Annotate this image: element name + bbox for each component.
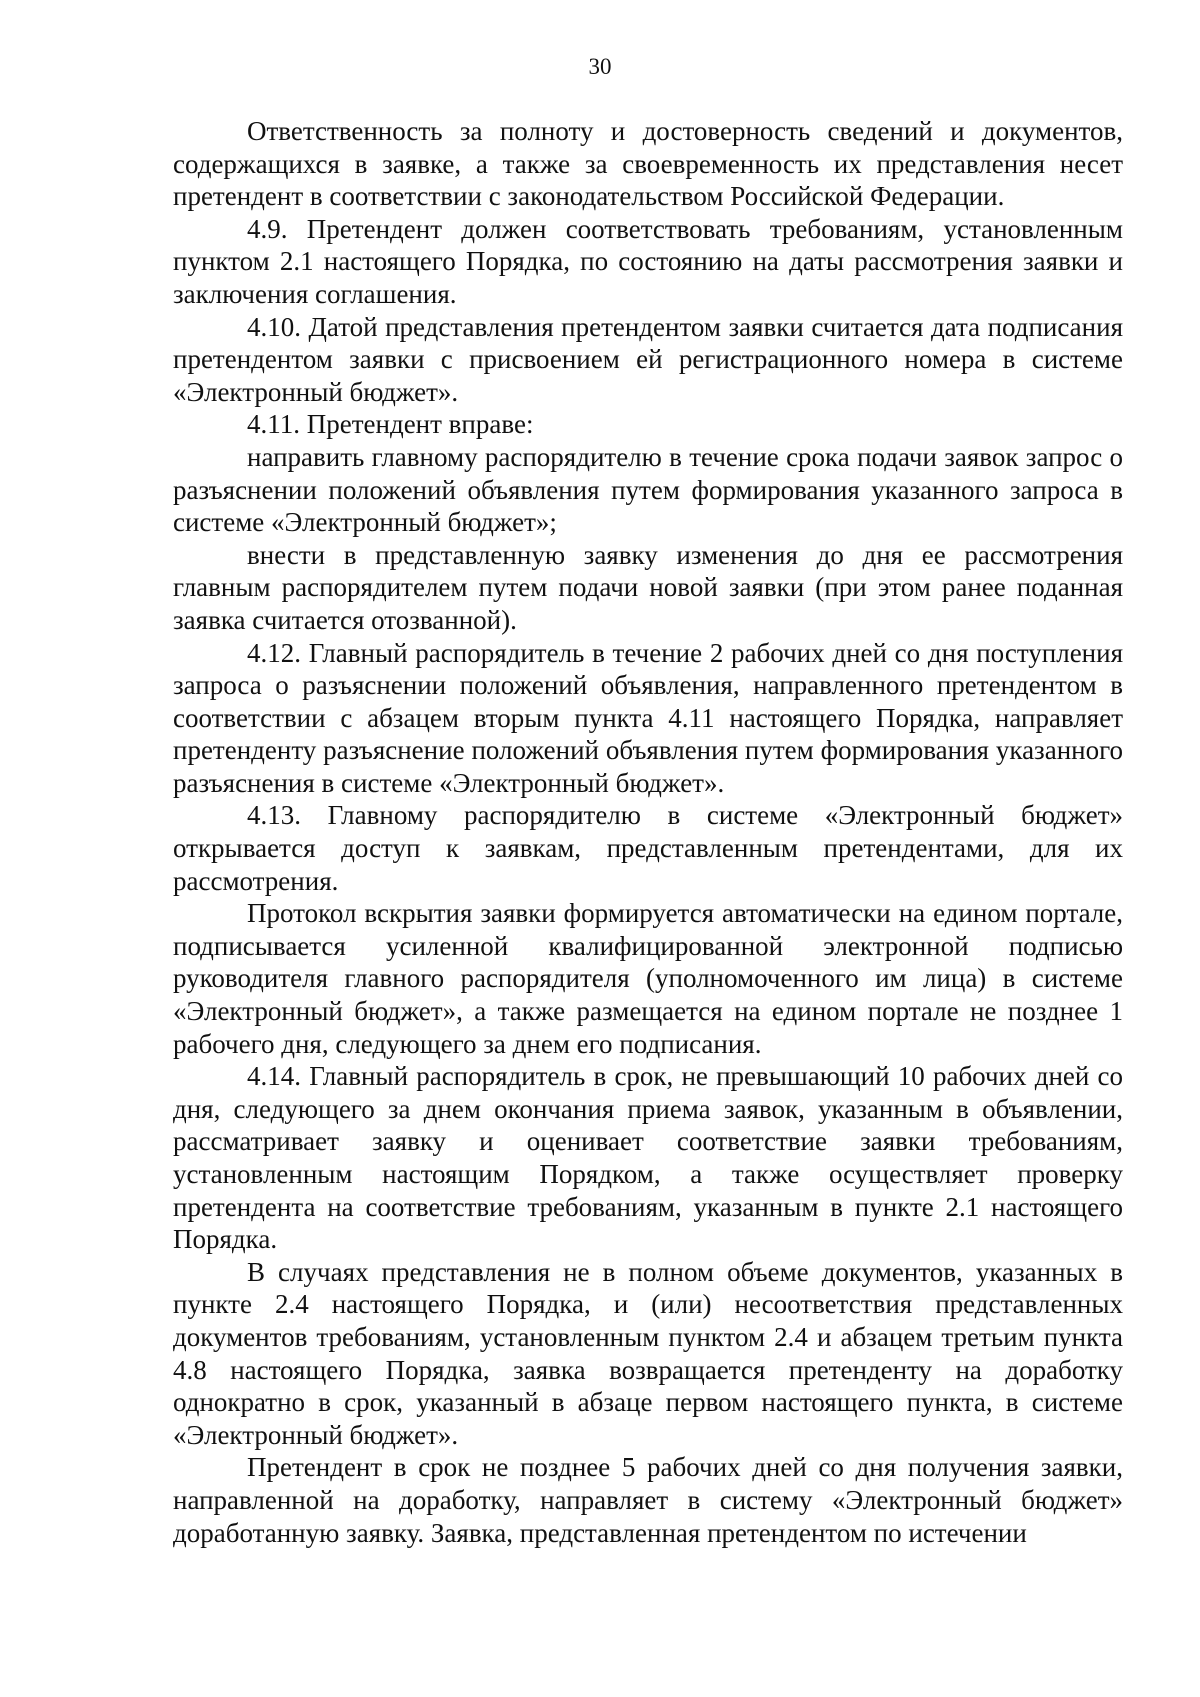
- paragraph-4-12: 4.12. Главный распорядитель в течение 2 рабочих дней со дня поступления запроса о разъяснении положений объявления, направленного претендентом в соответствии с абзацем вторым пункта 4.11 настоящего Порядка, направляет претенденту разъяснение положений объявления путем формирования указанного разъяснения в системе «Электронный бюджет».: [173, 637, 1123, 798]
- paragraph-opening-protocol: Протокол вскрытия заявки формируется автоматически на едином портале, подписывается усиленной квалифицированной электронной подписью руководителя главного распорядителя (уполномоченного им лица) в системе «Электронный бюджет», а также размещается на едином портале не позднее 1 рабочего дня, следующего за днем его подписания.: [173, 898, 1123, 1059]
- paragraph-4-10: 4.10. Датой представления претендентом заявки считается дата подписания претендентом заявки с присвоением ей регистрационного номера в системе «Электронный бюджет».: [173, 311, 1123, 407]
- paragraph-revised-submission: Претендент в срок не позднее 5 рабочих дней со дня получения заявки, направленной на доработку, направляет в систему «Электронный бюджет» доработанную заявку. Заявка, представленная претендентом по истечении: [173, 1452, 1123, 1548]
- paragraph-4-11-item-1: направить главному распорядителю в течение срока подачи заявок запрос о разъяснении положений объявления путем формирования указанного запроса в системе «Электронный бюджет»;: [173, 441, 1123, 538]
- paragraph-4-11: 4.11. Претендент вправе:: [247, 409, 534, 440]
- paragraph-4-9: 4.9. Претендент должен соответствовать требованиям, установленным пунктом 2.1 настоящего Порядка, по состоянию на даты рассмотрения заявки и заключения соглашения.: [173, 213, 1123, 309]
- paragraph-4-11-item-2: внести в представленную заявку изменения до дня ее рассмотрения главным распорядителем путем подачи новой заявки (при этом ранее поданная заявка считается отозванной).: [173, 539, 1123, 635]
- paragraph-4-13: 4.13. Главному распорядителю в системе «Электронный бюджет» открывается доступ к заявкам, представленным претендентами, для их рассмотрения.: [173, 800, 1123, 896]
- page-number: 30: [588, 54, 612, 79]
- paragraph-return-for-revision: В случаях представления не в полном объеме документов, указанных в пункте 2.4 настоящего Порядка, и (или) несоответствия представленных документов требованиям, установленным пунктом 2.4 и абзацем третьим пункта 4.8 настоящего Порядка, заявка возвращается претенденту на доработку однократно в срок, указанный в абзаце первом настоящего пункта, в системе «Электронный бюджет».: [173, 1256, 1123, 1450]
- paragraph-responsibility: Ответственность за полноту и достоверность сведений и документов, содержащихся в заявке, а также за своевременность их представления несет претендент в соответствии с законодательством Российской Федерации.: [173, 116, 1123, 212]
- document-body: [173, 115, 1123, 1549]
- paragraph-4-14: 4.14. Главный распорядитель в срок, не превышающий 10 рабочих дней со дня, следующего за днем окончания приема заявок, указанным в объявлении, рассматривает заявку и оценивает соответствие заявки требованиям, установленным настоящим Порядком, а также осуществляет проверку претендента на соответствие требованиям, указанным в пункте 2.1 настоящего Порядка.: [173, 1061, 1123, 1255]
